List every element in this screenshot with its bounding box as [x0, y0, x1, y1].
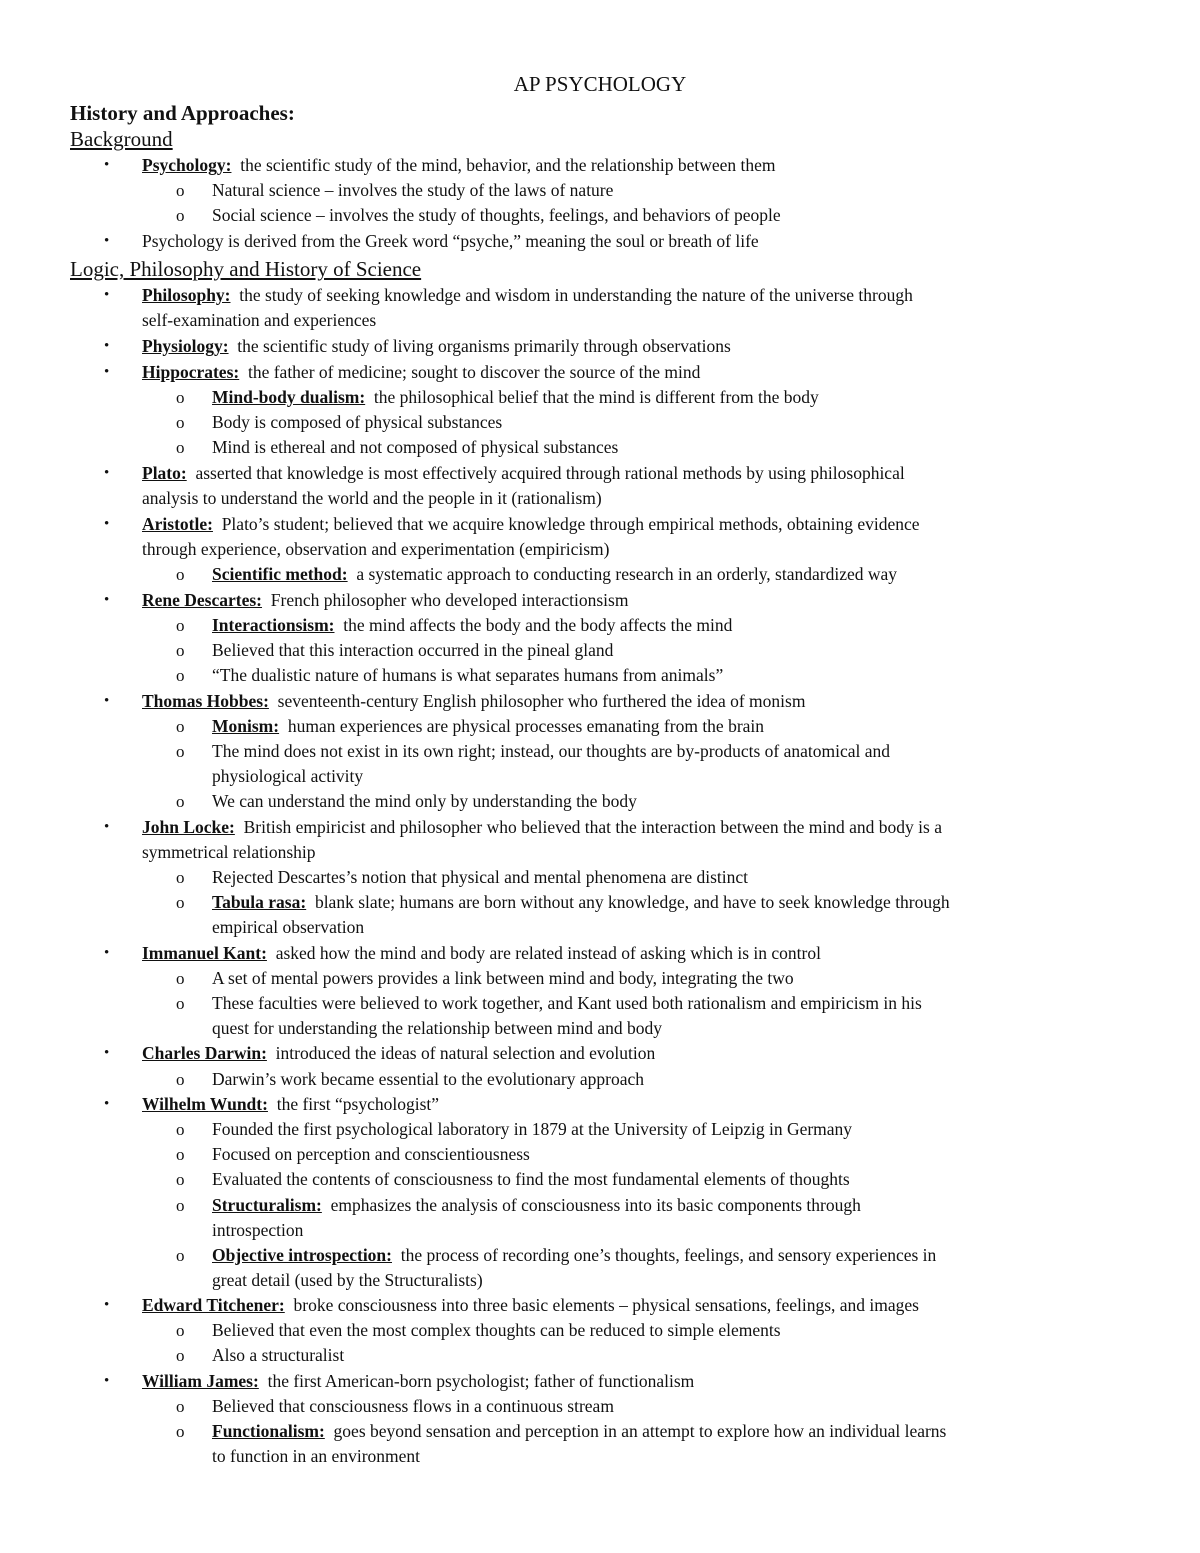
- bullet-circle-icon: o: [176, 994, 185, 1013]
- note-line: [142, 486, 602, 511]
- note-text: Founded the first psychological laboratory in 1879 at the University of Leipzig in Germany: [212, 1119, 853, 1139]
- note-text: the mind affects the body and the body affects the mind: [343, 615, 733, 635]
- note-text: French philosopher who developed interactionsism: [270, 590, 629, 610]
- note-line: [212, 865, 748, 890]
- bullet-dot-icon: •: [104, 364, 110, 380]
- term-label: Thomas Hobbes:: [142, 691, 269, 711]
- bullet-dot-icon: •: [104, 819, 110, 835]
- bullet-dot-icon: •: [104, 1045, 110, 1061]
- note-text: the scientific study of the mind, behavior, and the relationship between them: [240, 155, 776, 175]
- heading-background: Background: [70, 127, 173, 151]
- note-text: asserted that knowledge is most effectively acquired through rational methods by using philosophical: [195, 463, 905, 483]
- note-text: broke consciousness into three basic elements – physical sensations, feelings, and images: [293, 1295, 919, 1315]
- note-line: [212, 1444, 420, 1469]
- term-label: Aristotle:: [142, 514, 213, 534]
- note-line: [142, 153, 776, 178]
- note-text: Focused on perception and conscientiousness: [212, 1144, 530, 1164]
- bullet-circle-icon: o: [176, 868, 185, 887]
- note-text: through experience, observation and experimentation (empiricism): [142, 539, 610, 559]
- term-label: Immanuel Kant:: [142, 943, 267, 963]
- term-label: Structuralism:: [212, 1195, 322, 1215]
- note-line: [212, 1268, 483, 1293]
- note-line: [142, 1293, 919, 1318]
- bullet-dot-icon: •: [104, 1373, 110, 1389]
- bullet-circle-icon: o: [176, 206, 185, 225]
- note-line: [212, 739, 890, 764]
- note-text: empirical observation: [212, 917, 365, 937]
- bullet-dot-icon: •: [104, 287, 110, 303]
- note-text: introduced the ideas of natural selection and evolution: [275, 1043, 656, 1063]
- term-label: Philosophy:: [142, 285, 231, 305]
- bullet-circle-icon: o: [176, 1170, 185, 1189]
- bullet-circle-icon: o: [176, 1321, 185, 1340]
- note-line: [142, 689, 805, 714]
- term-label: Scientific method:: [212, 564, 348, 584]
- note-text: physiological activity: [212, 766, 364, 786]
- term-label: Charles Darwin:: [142, 1043, 267, 1063]
- note-line: [142, 588, 628, 613]
- note-text: to function in an environment: [212, 1446, 421, 1466]
- note-text: the first American-born psychologist; father of functionalism: [267, 1371, 695, 1391]
- note-line: [212, 435, 618, 460]
- note-text: Rejected Descartes’s notion that physical and mental phenomena are distinct: [212, 867, 749, 887]
- note-line: [212, 915, 364, 940]
- note-line: [212, 1343, 344, 1368]
- note-text: blank slate; humans are born without any knowledge, and have to seek knowledge through: [314, 892, 950, 912]
- note-line: [212, 1394, 614, 1419]
- note-line: [142, 815, 942, 840]
- note-text: Believed that consciousness flows in a continuous stream: [212, 1396, 614, 1416]
- note-line: [212, 1193, 861, 1218]
- note-line: [142, 283, 913, 308]
- term-label: Edward Titchener:: [142, 1295, 285, 1315]
- bullet-dot-icon: •: [104, 592, 110, 608]
- bullet-circle-icon: o: [176, 413, 185, 432]
- note-text: Also a structuralist: [212, 1345, 345, 1365]
- bullet-circle-icon: o: [176, 616, 185, 635]
- note-line: [212, 1419, 946, 1444]
- note-line: [212, 991, 922, 1016]
- note-line: [212, 663, 723, 688]
- note-line: [212, 638, 613, 663]
- bullet-circle-icon: o: [176, 181, 185, 200]
- bullet-circle-icon: o: [176, 1346, 185, 1365]
- document-title: AP PSYCHOLOGY: [513, 72, 687, 96]
- bullet-circle-icon: o: [176, 969, 185, 988]
- bullet-circle-icon: o: [176, 1070, 185, 1089]
- bullet-circle-icon: o: [176, 641, 185, 660]
- bullet-circle-icon: o: [176, 792, 185, 811]
- note-line: [212, 1117, 852, 1142]
- term-label: William James:: [142, 1371, 259, 1391]
- note-text: the scientific study of living organisms primarily through observations: [237, 336, 731, 356]
- note-text: “The dualistic nature of humans is what separates humans from animals”: [212, 665, 724, 685]
- note-text: emphasizes the analysis of consciousness into its basic components through: [330, 1195, 861, 1215]
- term-label: Mind-body dualism:: [212, 387, 366, 407]
- bullet-circle-icon: o: [176, 1397, 185, 1416]
- note-text: A set of mental powers provides a link between mind and body, integrating the two: [212, 968, 794, 988]
- term-label: Functionalism:: [212, 1421, 325, 1441]
- term-label: Rene Descartes:: [142, 590, 263, 610]
- bullet-circle-icon: o: [176, 666, 185, 685]
- term-label: Hippocrates:: [142, 362, 240, 382]
- note-text: Believed that even the most complex thoughts can be reduced to simple elements: [212, 1320, 781, 1340]
- note-line: [212, 966, 794, 991]
- note-line: [212, 890, 950, 915]
- note-line: [142, 1092, 439, 1117]
- note-text: Body is composed of physical substances: [212, 412, 503, 432]
- note-line: [212, 410, 502, 435]
- term-label: Tabula rasa:: [212, 892, 307, 912]
- note-line: [142, 334, 731, 359]
- bullet-dot-icon: •: [104, 233, 110, 249]
- note-text: introspection: [212, 1220, 304, 1240]
- term-label: Psychology:: [142, 155, 232, 175]
- note-text: Social science – involves the study of thoughts, feelings, and behaviors of people: [212, 205, 781, 225]
- note-line: [212, 385, 819, 410]
- note-line: [212, 1318, 781, 1343]
- term-label: Objective introspection:: [212, 1245, 392, 1265]
- note-line: [142, 1369, 694, 1394]
- bullet-circle-icon: o: [176, 893, 185, 912]
- note-text: Evaluated the contents of consciousness to find the most fundamental elements of thoughts: [212, 1169, 850, 1189]
- note-text: self-examination and experiences: [142, 310, 377, 330]
- note-line: [142, 537, 609, 562]
- note-line: [212, 1167, 850, 1192]
- note-line: [142, 840, 316, 865]
- note-text: We can understand the mind only by understanding the body: [212, 791, 637, 811]
- note-text: Mind is ethereal and not composed of physical substances: [212, 437, 619, 457]
- note-line: [212, 562, 897, 587]
- note-text: Natural science – involves the study of the laws of nature: [212, 180, 614, 200]
- bullet-dot-icon: •: [104, 338, 110, 354]
- note-text: goes beyond sensation and perception in an attempt to explore how an individual learns: [333, 1421, 947, 1441]
- note-text: human experiences are physical processes emanating from the brain: [287, 716, 765, 736]
- bullet-circle-icon: o: [176, 565, 185, 584]
- note-text: the study of seeking knowledge and wisdom in understanding the nature of the universe through: [239, 285, 913, 305]
- bullet-dot-icon: •: [104, 516, 110, 532]
- note-line: [212, 178, 613, 203]
- bullet-dot-icon: •: [104, 693, 110, 709]
- note-line: [142, 941, 821, 966]
- bullet-circle-icon: o: [176, 1422, 185, 1441]
- note-line: [212, 764, 363, 789]
- note-line: [212, 203, 781, 228]
- term-label: Monism:: [212, 716, 280, 736]
- bullet-circle-icon: o: [176, 717, 185, 736]
- note-text: quest for understanding the relationship between mind and body: [212, 1018, 663, 1038]
- note-text: symmetrical relationship: [142, 842, 316, 862]
- note-text: great detail (used by the Structuralists): [212, 1270, 483, 1290]
- bullet-circle-icon: o: [176, 742, 185, 761]
- note-text: Believed that this interaction occurred in the pineal gland: [212, 640, 614, 660]
- bullet-circle-icon: o: [176, 438, 185, 457]
- note-text: These faculties were believed to work together, and Kant used both rationalism and empiricism in his: [212, 993, 922, 1013]
- note-text: British empiricist and philosopher who believed that the interaction between the mind and body is a: [243, 817, 942, 837]
- term-label: Wilhelm Wundt:: [142, 1094, 268, 1114]
- section-title: History and Approaches:: [70, 101, 295, 125]
- note-line: [212, 1067, 644, 1092]
- bullet-circle-icon: o: [176, 388, 185, 407]
- note-text: analysis to understand the world and the people in it (rationalism): [142, 488, 602, 508]
- note-line: [212, 613, 732, 638]
- bullet-dot-icon: •: [104, 1096, 110, 1112]
- note-text: the philosophical belief that the mind is different from the body: [373, 387, 819, 407]
- bullet-dot-icon: •: [104, 465, 110, 481]
- note-line: [142, 1041, 655, 1066]
- bullet-circle-icon: o: [176, 1196, 185, 1215]
- note-line: [142, 461, 905, 486]
- note-line: [142, 308, 376, 333]
- note-line: [142, 229, 759, 254]
- note-text: seventeenth-century English philosopher who furthered the idea of monism: [277, 691, 806, 711]
- term-label: Physiology:: [142, 336, 229, 356]
- heading-logic-philosophy: Logic, Philosophy and History of Science: [70, 257, 422, 281]
- note-text: Psychology is derived from the Greek word “psyche,” meaning the soul or breath of life: [142, 231, 759, 251]
- note-line: [142, 512, 920, 537]
- note-text: the process of recording one’s thoughts, feelings, and sensory experiences in: [400, 1245, 937, 1265]
- bullet-dot-icon: •: [104, 1297, 110, 1313]
- note-text: asked how the mind and body are related instead of asking which is in control: [275, 943, 821, 963]
- note-line: [212, 714, 764, 739]
- bullet-circle-icon: o: [176, 1246, 185, 1265]
- note-text: The mind does not exist in its own right; instead, our thoughts are by-products of anatomical and: [212, 741, 890, 761]
- note-text: Plato’s student; believed that we acquire knowledge through empirical methods, obtaining evidence: [221, 514, 920, 534]
- note-text: Darwin’s work became essential to the evolutionary approach: [212, 1069, 645, 1089]
- note-text: the first “psychologist”: [276, 1094, 440, 1114]
- note-line: [212, 1243, 936, 1268]
- note-text: a systematic approach to conducting research in an orderly, standardized way: [356, 564, 898, 584]
- term-label: Plato:: [142, 463, 187, 483]
- bullet-circle-icon: o: [176, 1145, 185, 1164]
- note-line: [212, 1218, 303, 1243]
- term-label: Interactionsism:: [212, 615, 335, 635]
- note-line: [212, 789, 637, 814]
- note-line: [142, 360, 700, 385]
- bullet-dot-icon: •: [104, 945, 110, 961]
- bullet-circle-icon: o: [176, 1120, 185, 1139]
- note-text: the father of medicine; sought to discover the source of the mind: [247, 362, 701, 382]
- note-line: [212, 1016, 662, 1041]
- term-label: John Locke:: [142, 817, 235, 837]
- bullet-dot-icon: •: [104, 157, 110, 173]
- note-line: [212, 1142, 530, 1167]
